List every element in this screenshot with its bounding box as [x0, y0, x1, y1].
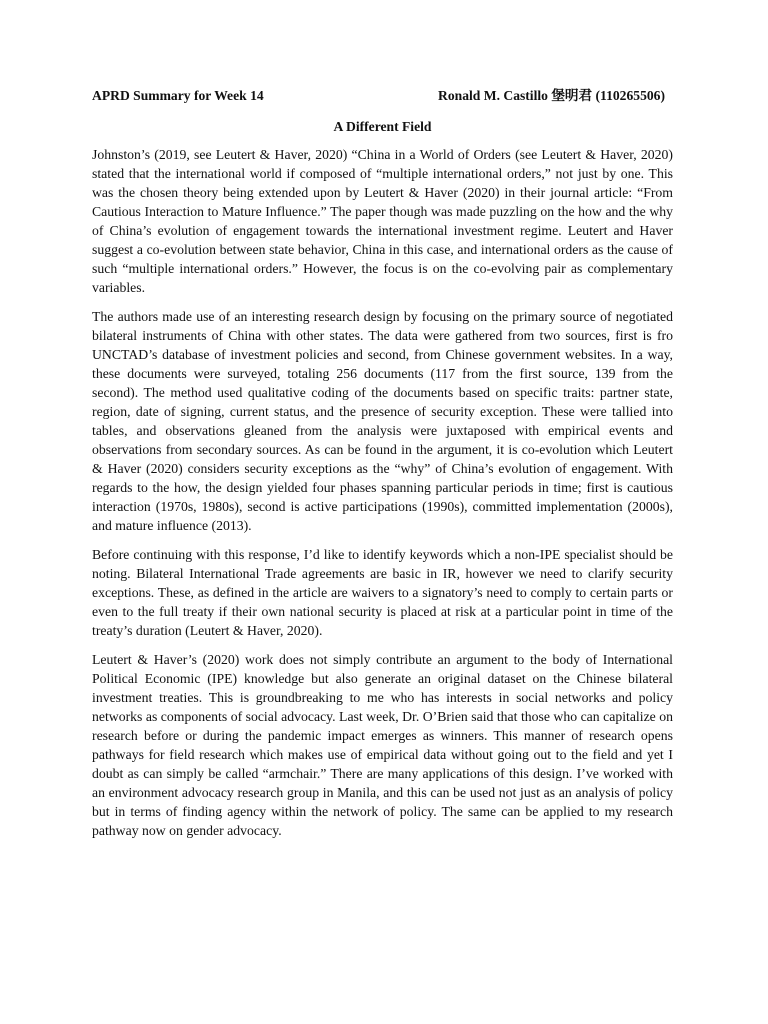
author-name-id: Ronald M. Castillo 堡明君 (110265506)	[438, 88, 665, 103]
summary-week-label: APRD Summary for Week 14	[92, 88, 264, 103]
paragraph-2: The authors made use of an interesting research design by focusing on the primary source of negotiated bilateral instruments of China with other states. The data were gathered from two sources, first is fro UNCTAD’s database of investment policies and second, from Chinese government websites. In a way, these documents were surveyed, totaling 256 documents (117 from the first source, 139 from the second). The method used qualitative coding of the documents based on specific traits: partner state, region, date of signing, current status, and the presence of security exception. These were tallied into tables, and observations gleaned from the analysis were juxtaposed with empirical events and observations from secondary sources. As can be found in the argument, it is co-evolution which Leutert & Haver (2020) considers security exceptions as the “why” of China’s evolution of engagement. With regards to the how, the design yielded four phases spanning particular periods in time; first is cautious interaction (1970s, 1980s), second is active participations (1990s), committed implementation (2000s), and mature influence (2013).	[92, 309, 673, 533]
paragraph-3: Before continuing with this response, I’d like to identify keywords which a non-IPE specialist should be noting. Bilateral International Trade agreements are basic in IR, however we need to clarify security exceptions. These, as defined in the article are waivers to a signatory’s need to comply to certain parts or even to the full treaty if their own national security is placed at risk at a particular point in time of the treaty’s duration (Leutert & Haver, 2020).	[92, 547, 673, 638]
document-title: A Different Field	[333, 119, 432, 134]
paragraph-4: Leutert & Haver’s (2020) work does not simply contribute an argument to the body of International Political Economic (IPE) knowledge but also generate an original dataset on the Chinese bilateral investment treaties. This is groundbreaking to me who has interests in social networks and policy networks as components of social advocacy. Last week, Dr. O’Brien said that those who can capitalize on research before or during the pandemic impact emerges as winners. This manner of research opens pathways for field research which makes use of empirical data without going out to the field and yet I doubt as can simply be called “armchair.” There are many applications of this design. I’ve worked with an environment advocacy research group in Manila, and this can be used not just as an analysis of policy but in terms of finding agency within the network of policy. The same can be applied to my research pathway now on gender advocacy.	[92, 652, 673, 838]
document-page	[92, 86, 673, 850]
summary-header	[92, 86, 673, 106]
paragraph-1: Johnston’s (2019, see Leutert & Haver, 2020) “China in a World of Orders (see Leutert & Haver, 2020) stated that the international world if composed of “multiple international orders,” not just by one. This was the chosen theory being extended upon by Leutert & Haver (2020) in their journal article: “From Cautious Interaction to Mature Influence.” The paper though was made puzzling on the how and the why of China’s evolution of engagement towards the international investment regime. Leutert and Haver suggest a co-evolution between state behavior, China in this case, and international orders as the cause of such “multiple international orders.” However, the focus is on the co-evolving pair as complementary variables.	[92, 147, 673, 295]
